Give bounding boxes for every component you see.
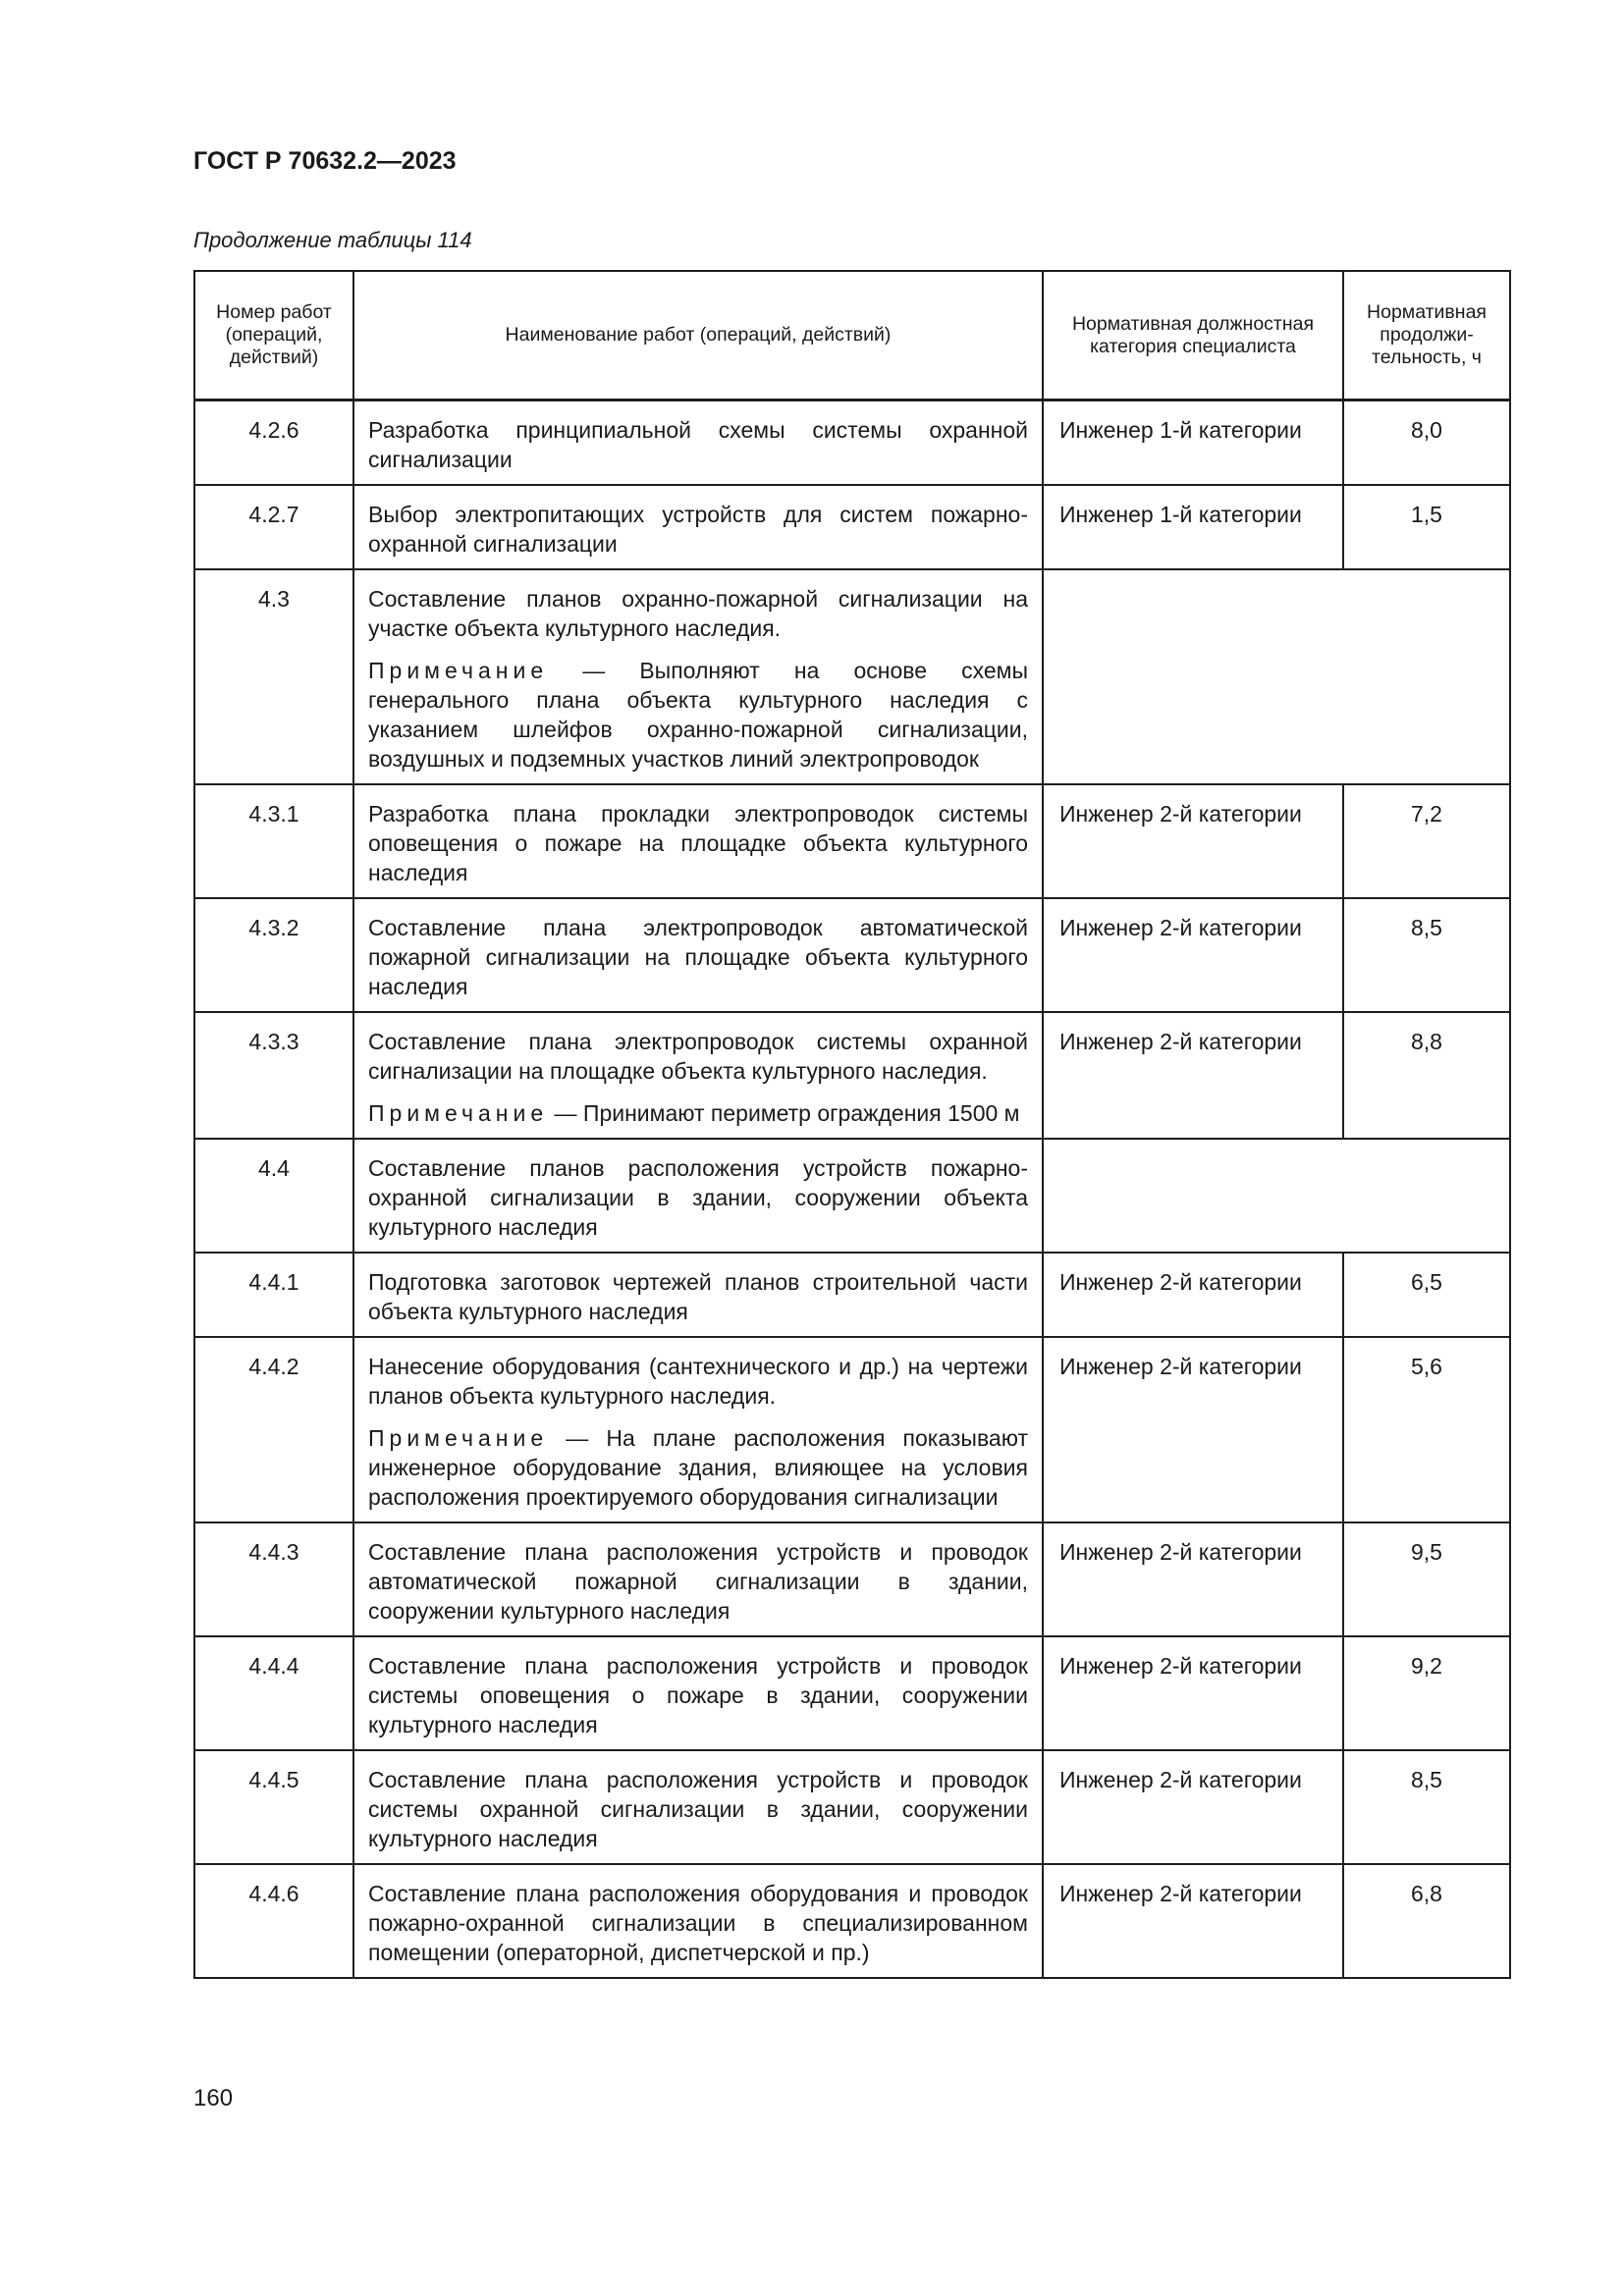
row-empty-merged-cell <box>1043 569 1510 784</box>
row-number: 4.4.3 <box>194 1522 353 1636</box>
table-row <box>194 1012 1510 1139</box>
row-category: Инженер 2-й категории <box>1043 1636 1343 1750</box>
row-note <box>368 656 1028 774</box>
table-row <box>194 1522 1510 1636</box>
row-number: 4.3.1 <box>194 784 353 898</box>
row-number: 4.3.3 <box>194 1012 353 1139</box>
table-row <box>194 784 1510 898</box>
row-duration: 8,5 <box>1343 1750 1510 1864</box>
row-work-name: Выбор электропитающих устройств для систем пожарно-охранной сигнализации <box>353 485 1043 569</box>
row-duration: 6,8 <box>1343 1864 1510 1978</box>
row-work-name <box>353 569 1043 784</box>
row-number: 4.4.6 <box>194 1864 353 1978</box>
row-number: 4.4.5 <box>194 1750 353 1864</box>
table-row <box>194 1139 1510 1253</box>
row-work-name: Подготовка заготовок чертежей планов строительной части объекта культурного наследия <box>353 1253 1043 1337</box>
table-header-row <box>194 271 1510 400</box>
row-number: 4.4.2 <box>194 1337 353 1522</box>
row-category: Инженер 2-й категории <box>1043 1012 1343 1139</box>
row-category: Инженер 2-й категории <box>1043 784 1343 898</box>
row-category: Инженер 2-й категории <box>1043 1337 1343 1522</box>
note-text: — На плане расположения показывают инженерное оборудование здания, влияющее на условия расположения проектируемого оборудования сигнализации <box>368 1425 1028 1510</box>
works-table <box>193 270 1511 1979</box>
row-work-name: Составление плана расположения устройств и проводок автоматической пожарной сигнализации в здании, сооружении культурного наследия <box>353 1522 1043 1636</box>
row-duration: 8,5 <box>1343 898 1510 1012</box>
row-work-name: Разработка принципиальной схемы системы охранной сигнализации <box>353 400 1043 486</box>
row-number: 4.4.4 <box>194 1636 353 1750</box>
row-category: Инженер 2-й категории <box>1043 1864 1343 1978</box>
row-duration: 6,5 <box>1343 1253 1510 1337</box>
row-duration: 9,2 <box>1343 1636 1510 1750</box>
row-work-name: Составление плана расположения устройств и проводок системы оповещения о пожаре в здании, сооружении культурного наследия <box>353 1636 1043 1750</box>
row-duration: 9,5 <box>1343 1522 1510 1636</box>
row-note <box>368 1423 1028 1512</box>
row-number: 4.3 <box>194 569 353 784</box>
row-work-name: Составление плана электропроводок автоматической пожарной сигнализации на площадке объекта культурного наследия <box>353 898 1043 1012</box>
row-work-name: Составление планов расположения устройств пожарно-охранной сигнализации в здании, сооружении объекта культурного наследия <box>353 1139 1043 1253</box>
row-work-name <box>353 1337 1043 1522</box>
table-row <box>194 569 1510 784</box>
row-number: 4.2.6 <box>194 400 353 486</box>
row-number: 4.3.2 <box>194 898 353 1012</box>
row-work-name: Составление плана расположения устройств и проводок системы охранной сигнализации в здании, сооружении культурного наследия <box>353 1750 1043 1864</box>
row-category: Инженер 1-й категории <box>1043 400 1343 486</box>
row-number: 4.4 <box>194 1139 353 1253</box>
row-number: 4.4.1 <box>194 1253 353 1337</box>
table-row <box>194 485 1510 569</box>
table-row <box>194 898 1510 1012</box>
header-cell-name: Наименование работ (операций, действий) <box>353 271 1043 400</box>
note-text: — Принимают периметр ограждения 1500 м <box>548 1100 1020 1126</box>
note-label: Примечание <box>368 1100 549 1126</box>
row-duration: 1,5 <box>1343 485 1510 569</box>
header-cell-duration: Нормативная продолжи-тельность, ч <box>1343 271 1510 400</box>
note-text: — Выполняют на основе схемы генерального плана объекта культурного наследия с указанием шлейфов охранно-пожарной сигнализации, воздушных и подземных участков линий электропроводок <box>368 658 1028 772</box>
row-empty-merged-cell <box>1043 1139 1510 1253</box>
row-work-name: Разработка плана прокладки электропроводок системы оповещения о пожаре на площадке объекта культурного наследия <box>353 784 1043 898</box>
row-duration: 8,8 <box>1343 1012 1510 1139</box>
row-duration: 8,0 <box>1343 400 1510 486</box>
table-row <box>194 1337 1510 1522</box>
table-row <box>194 1636 1510 1750</box>
row-category: Инженер 2-й категории <box>1043 1750 1343 1864</box>
header-cell-number: Номер работ (операций, действий) <box>194 271 353 400</box>
row-note <box>368 1098 1028 1128</box>
note-label: Примечание <box>368 658 549 683</box>
row-category: Инженер 2-й категории <box>1043 898 1343 1012</box>
page-number: 160 <box>193 2085 234 2111</box>
table-row <box>194 400 1510 486</box>
row-work-name-text: Составление планов охранно-пожарной сигнализации на участке объекта культурного наследия. <box>368 586 1028 641</box>
row-work-name-text: Составление плана электропроводок системы охранной сигнализации на площадке объекта культурного наследия. <box>368 1029 1028 1084</box>
document-code: ГОСТ Р 70632.2—2023 <box>193 147 457 175</box>
row-duration: 5,6 <box>1343 1337 1510 1522</box>
row-number: 4.2.7 <box>194 485 353 569</box>
table-row <box>194 1864 1510 1978</box>
note-label: Примечание <box>368 1425 549 1451</box>
header-cell-category: Нормативная должностная категория специалиста <box>1043 271 1343 400</box>
row-work-name <box>353 1012 1043 1139</box>
table-row <box>194 1750 1510 1864</box>
row-category: Инженер 1-й категории <box>1043 485 1343 569</box>
row-duration: 7,2 <box>1343 784 1510 898</box>
table-caption: Продолжение таблицы 114 <box>193 228 472 252</box>
table-row <box>194 1253 1510 1337</box>
row-work-name-text: Нанесение оборудования (сантехнического и др.) на чертежи планов объекта культурного наследия. <box>368 1354 1028 1409</box>
row-work-name: Составление плана расположения оборудования и проводок пожарно-охранной сигнализации в специализированном помещении (операторной, диспетчерской и пр.) <box>353 1864 1043 1978</box>
row-category: Инженер 2-й категории <box>1043 1253 1343 1337</box>
row-category: Инженер 2-й категории <box>1043 1522 1343 1636</box>
